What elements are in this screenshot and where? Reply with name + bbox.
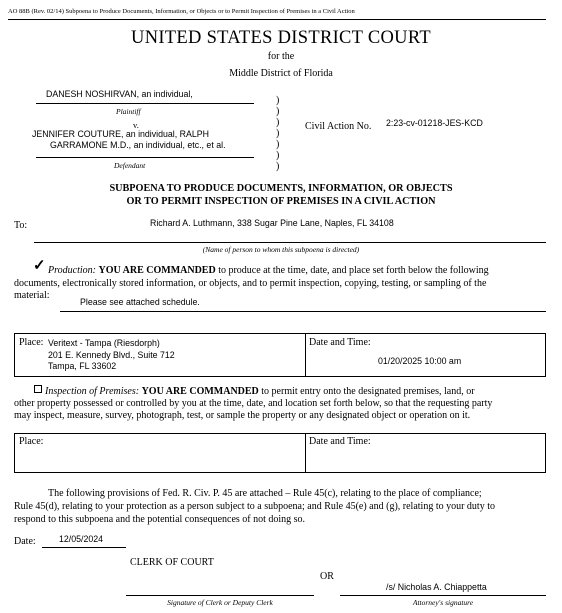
provisions-line-3: respond to this subpoena and the potential consequences of not doing so. (14, 514, 306, 525)
attorney-signature-rule (340, 595, 546, 596)
versus: v. (133, 120, 139, 130)
production-line-1-rest: to produce at the time, date, and place set forth below the following (218, 265, 489, 276)
clerk-of-court: CLERK OF COURT (130, 557, 214, 568)
plaintiff-rule (36, 103, 254, 104)
provisions-line-2: Rule 45(d), relating to your protection as a person subject to a subpoena; and Rule 45(e) and (g), relating to your duty to (14, 501, 495, 512)
for-the: for the (267, 51, 295, 62)
caption-paren: ) (276, 150, 280, 161)
caption-paren: ) (276, 117, 280, 128)
recipient-rule (34, 242, 546, 243)
production-line-3: material: (14, 290, 50, 301)
date-rule (42, 547, 126, 548)
inspection-commanded: YOU ARE COMMANDED (141, 386, 259, 397)
plaintiff-name: DANESH NOSHIRVAN, an individual, (46, 89, 193, 99)
header-rule (8, 19, 546, 20)
production-place-label: Place: (19, 337, 44, 348)
attorney-signature: /s/ Nicholas A. Chiappetta (386, 582, 487, 592)
inspection-place-label: Place: (19, 436, 44, 447)
date-label: Date: (14, 536, 36, 547)
attorney-signature-caption: Attorney's signature (412, 598, 474, 607)
caption-paren: ) (276, 95, 280, 106)
plaintiff-label: Plaintiff (116, 107, 141, 116)
defendant-line-2: GARRAMONE M.D., an individual, etc., et al. (50, 140, 226, 150)
provisions-line-1: The following provisions of Fed. R. Civ. P. 45 are attached – Rule 45(c), relating to the place of compliance; (48, 488, 482, 499)
production-date-value: 01/20/2025 10:00 am (378, 356, 462, 366)
date-value: 12/05/2024 (59, 534, 104, 544)
defendant-rule (36, 157, 254, 158)
civil-action-number: 2:23-cv-01218-JES-KCD (386, 118, 483, 128)
caption-paren: ) (276, 139, 280, 150)
production-material: Please see attached schedule. (80, 297, 200, 307)
inspection-place-box (14, 433, 546, 473)
or-label: OR (320, 571, 334, 582)
caption-paren: ) (276, 106, 280, 117)
production-place-line-1: Veritext - Tampa (Riesdorph) (48, 338, 160, 348)
defendant-line-1: JENNIFER COUTURE, an individual, RALPH (32, 129, 209, 139)
inspection-line-1 (34, 385, 475, 397)
production-label: Production: (48, 265, 96, 276)
clerk-signature-caption: Signature of Clerk or Deputy Clerk (167, 598, 273, 607)
form-header: AO 88B (Rev. 02/14) Subpoena to Produce Documents, Information, or Objects or to Permit Inspection of Premises in a Civil Action (8, 8, 355, 15)
inspection-box-divider (305, 433, 306, 473)
defendant-label: Defendant (114, 161, 146, 170)
caption-paren: ) (276, 128, 280, 139)
production-commanded: YOU ARE COMMANDED (98, 265, 216, 276)
civil-action-label: Civil Action No. (305, 121, 372, 132)
production-line-1 (48, 265, 489, 276)
material-rule (60, 311, 546, 312)
caption-paren: ) (276, 161, 280, 172)
production-line-2: documents, electronically stored information, or objects, and to permit inspection, copying, testing, or sampling of the (14, 278, 487, 289)
clerk-signature-rule (126, 595, 314, 596)
inspection-checkbox[interactable] (34, 385, 42, 393)
inspection-label: Inspection of Premises: (45, 386, 140, 397)
recipient-caption: (Name of person to whom this subpoena is directed) (202, 245, 360, 254)
district-name: Middle District of Florida (229, 68, 333, 79)
subpoena-title-line-2: OR TO PERMIT INSPECTION OF PREMISES IN A CIVIL ACTION (126, 196, 436, 207)
court-title: UNITED STATES DISTRICT COURT (131, 28, 431, 48)
subpoena-title-line-1: SUBPOENA TO PRODUCE DOCUMENTS, INFORMATION, OR OBJECTS (109, 183, 453, 194)
to-label: To: (14, 220, 28, 231)
production-box-divider (305, 333, 306, 377)
production-date-label: Date and Time: (309, 337, 371, 348)
inspection-line-2: other property possessed or controlled by you at the time, date, and location set forth below, so that the requesting party (14, 398, 493, 409)
production-place-line-2: 201 E. Kennedy Blvd., Suite 712 (48, 350, 175, 360)
inspection-line-1-rest: to permit entry onto the designated premises, land, or (261, 386, 475, 397)
production-place-line-3: Tampa, FL 33602 (48, 361, 117, 371)
production-checkmark-icon[interactable]: ✓ (33, 258, 46, 274)
inspection-date-label: Date and Time: (309, 436, 371, 447)
inspection-line-3: may inspect, measure, survey, photograph, test, or sample the property or any designated object or operation on it. (14, 410, 471, 421)
recipient: Richard A. Luthmann, 338 Sugar Pine Lane, Naples, FL 34108 (150, 218, 394, 228)
